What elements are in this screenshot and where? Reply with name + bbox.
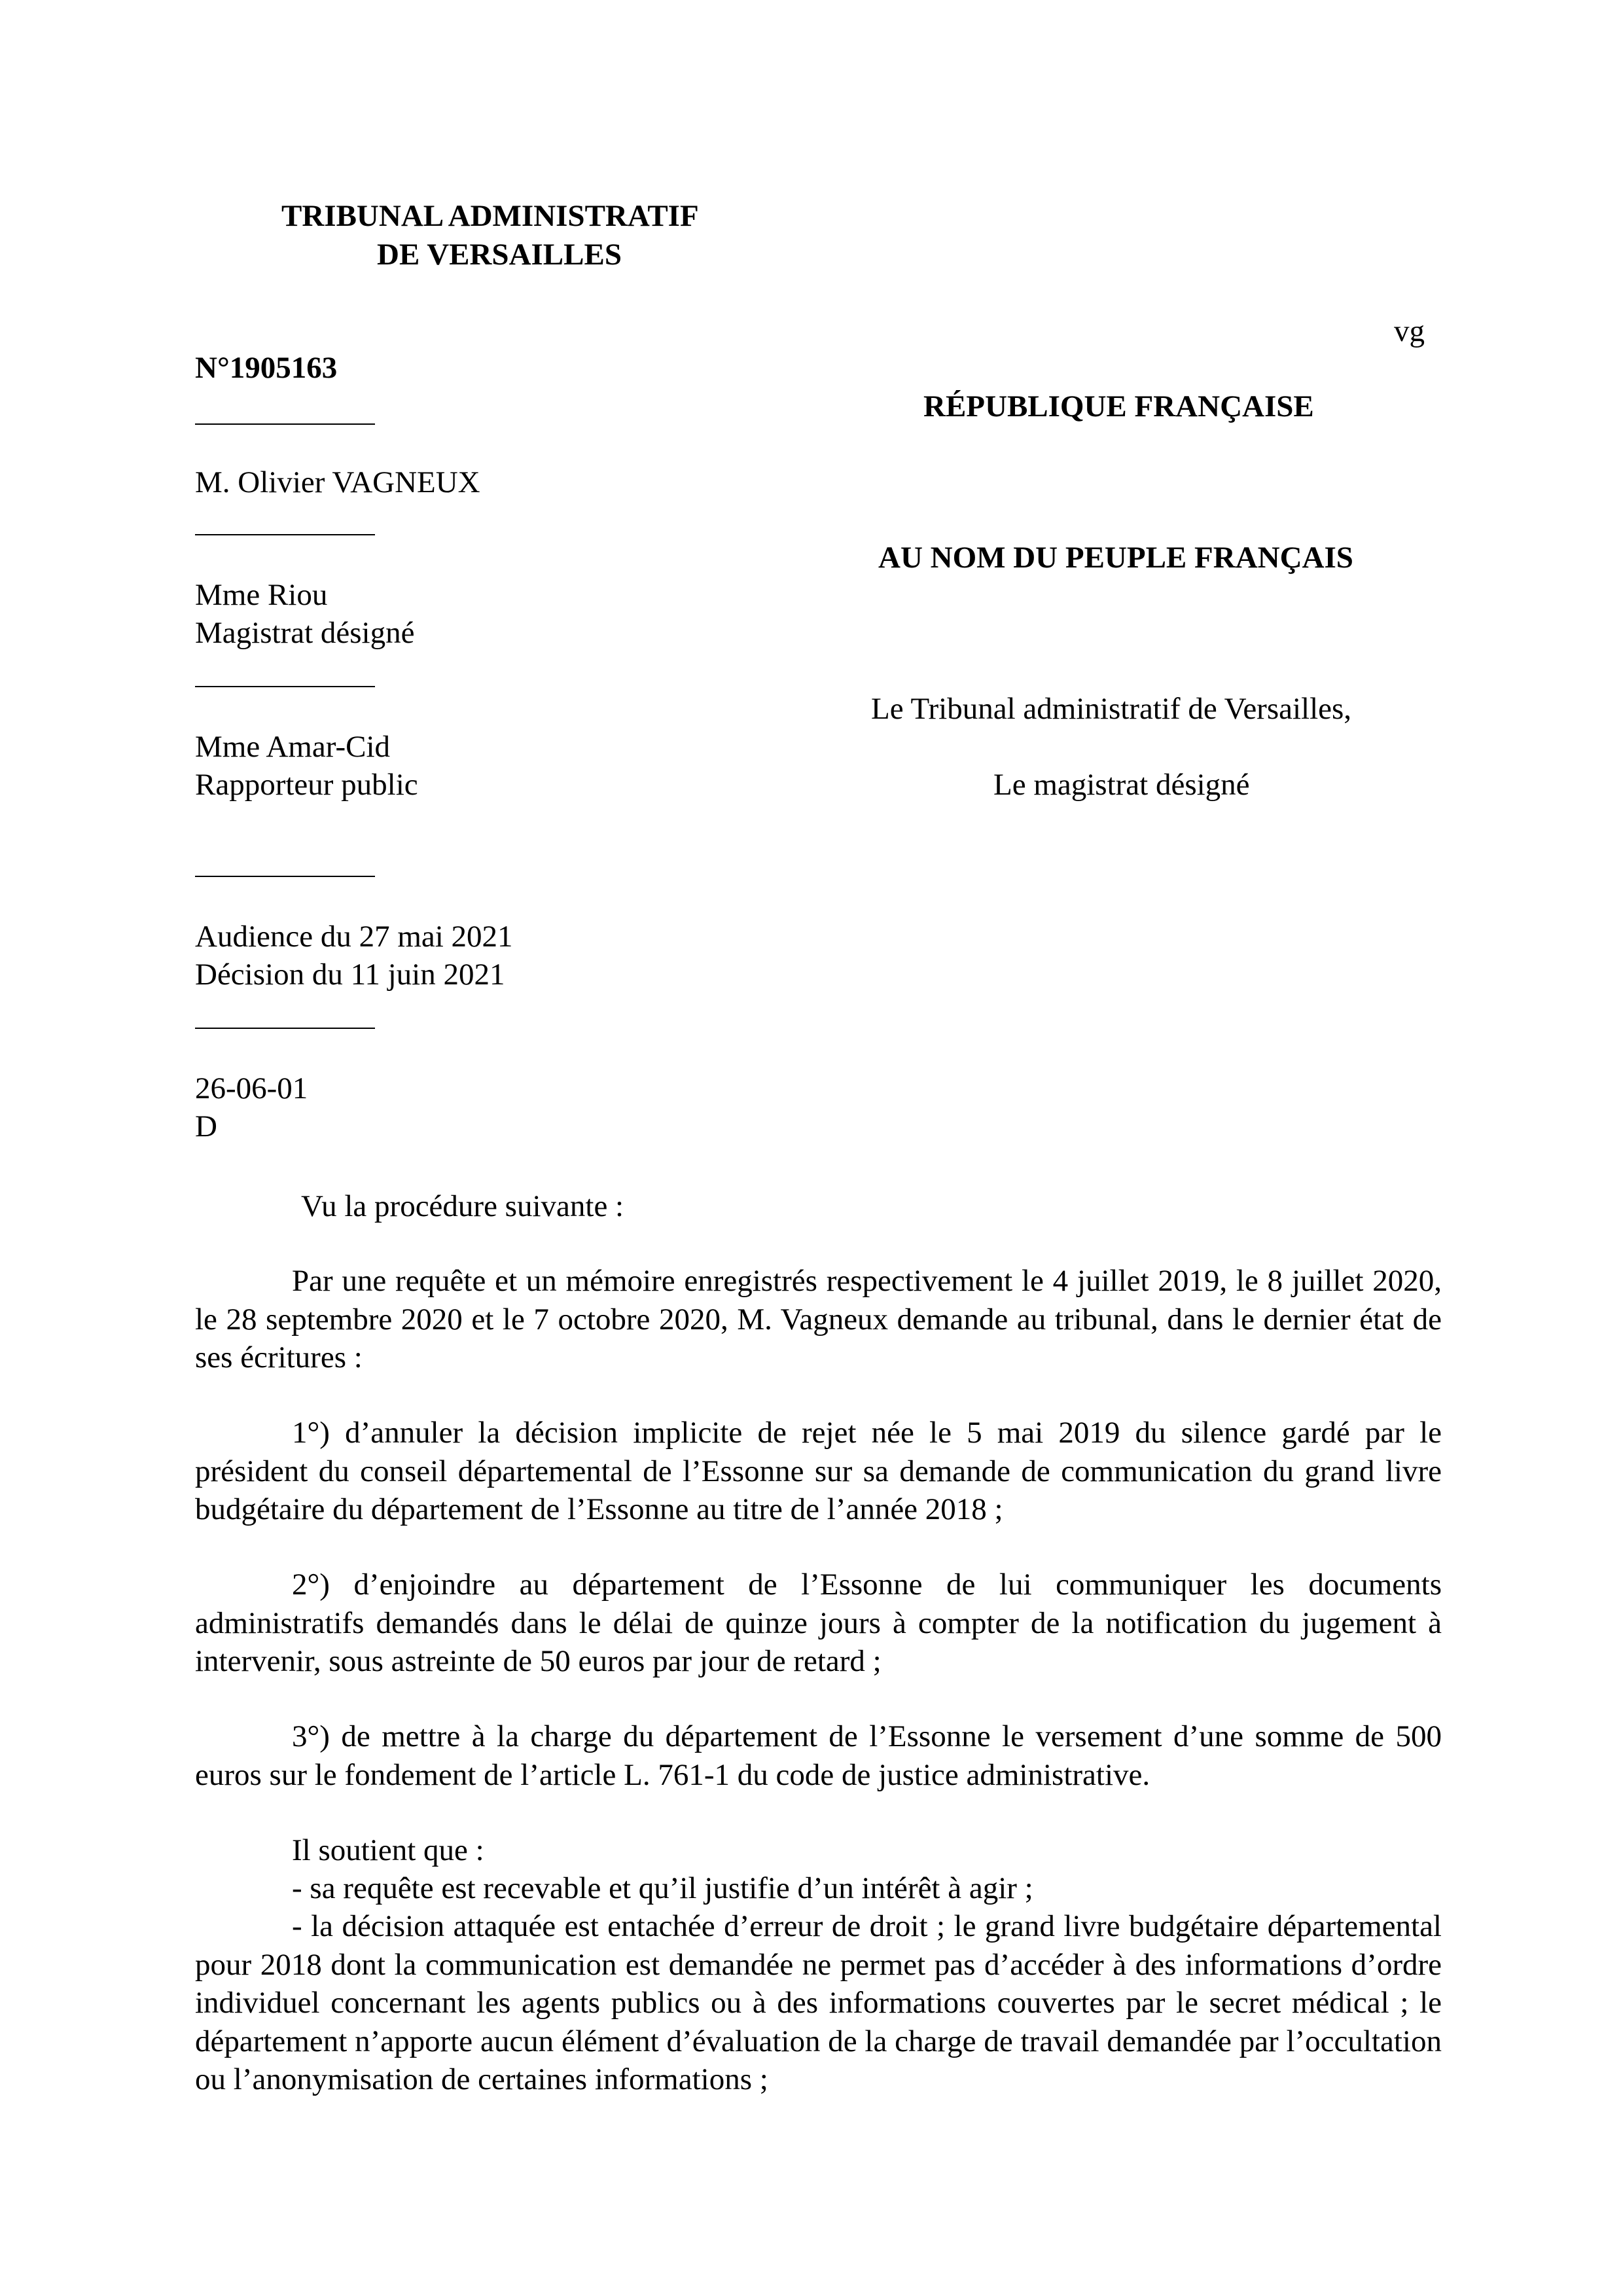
rapporteur-name: Mme Amar-Cid	[195, 730, 390, 764]
paragraph-text: 1°) d’annuler la décision implicite de rejet née le 5 mai 2019 du silence gardé par le président du conseil départemental de l’Essonne sur sa demande de communication du grand livre budgétaire du département de l’Essonne au titre de l’année 2018 ;	[195, 1416, 1442, 1526]
hearing-date: Audience du 27 mai 2021	[195, 920, 513, 954]
arguments-intro: Il soutient que :	[292, 1833, 484, 1867]
paragraph-conclusion-2	[195, 1566, 1442, 1681]
publication-letter: D	[195, 1109, 217, 1143]
judge-name: Mme Riou	[195, 578, 328, 612]
applicant-name: M. Olivier VAGNEUX	[195, 465, 480, 499]
paragraph-text: Par une requête et un mémoire enregistrés respectivement le 4 juillet 2019, le 8 juillet 2020, le 28 septembre 2020 et le 7 octobre 2020, M. Vagneux demande au tribunal, dans le dernier état de ses écritures :	[195, 1264, 1442, 1374]
case-number: N°1905163	[195, 351, 338, 385]
people-heading: AU NOM DU PEUPLE FRANÇAIS	[878, 541, 1353, 575]
classification-code: 26-06-01	[195, 1071, 308, 1105]
decision-date: Décision du 11 juin 2021	[195, 958, 505, 992]
paragraph-request	[195, 1262, 1442, 1377]
court-name-line2: DE VERSAILLES	[377, 238, 622, 272]
argument-bullet-1: - sa requête est recevable et qu’il justifie d’un intérêt à agir ;	[292, 1871, 1033, 1905]
paragraph-text: - la décision attaquée est entachée d’erreur de droit ; le grand livre budgétaire départemental pour 2018 dont la communication est demandée ne permet pas d’accéder à des informations d’ordre individuel concernant les agents publics ou à des informations couvertes par le secret médical ; le département n’apporte aucun élément d’évaluation de la charge de travail demandée par l’occultation ou l’anonymisation de certaines informations ;	[195, 1909, 1442, 2096]
separator-rule	[195, 876, 375, 877]
separator-rule	[195, 1028, 375, 1029]
clerk-initials: vg	[1394, 314, 1425, 348]
paragraph-conclusion-3	[195, 1717, 1442, 1794]
separator-rule	[195, 534, 375, 535]
paragraph-conclusion-1	[195, 1414, 1442, 1529]
separator-rule	[195, 686, 375, 687]
rapporteur-role: Rapporteur public	[195, 768, 418, 802]
procedure-intro: Vu la procédure suivante :	[301, 1189, 624, 1223]
republic-heading: RÉPUBLIQUE FRANÇAISE	[923, 389, 1314, 423]
magistrate-line: Le magistrat désigné	[993, 768, 1250, 802]
paragraph-text: 2°) d’enjoindre au département de l’Essonne de lui communiquer les documents administratifs demandés dans le délai de quinze jours à compter de la notification du jugement à intervenir, sous astreinte de 50 euros par jour de retard ;	[195, 1568, 1442, 1678]
argument-bullet-2	[195, 1907, 1442, 2099]
court-name-line1: TRIBUNAL ADMINISTRATIF	[281, 199, 699, 233]
paragraph-text: 3°) de mettre à la charge du département de l’Essonne le versement d’une somme de 500 euros sur le fondement de l’article L. 761-1 du code de justice administrative.	[195, 1719, 1442, 1792]
tribunal-line: Le Tribunal administratif de Versailles,	[871, 692, 1352, 726]
separator-rule	[195, 423, 375, 425]
judge-role: Magistrat désigné	[195, 616, 415, 650]
